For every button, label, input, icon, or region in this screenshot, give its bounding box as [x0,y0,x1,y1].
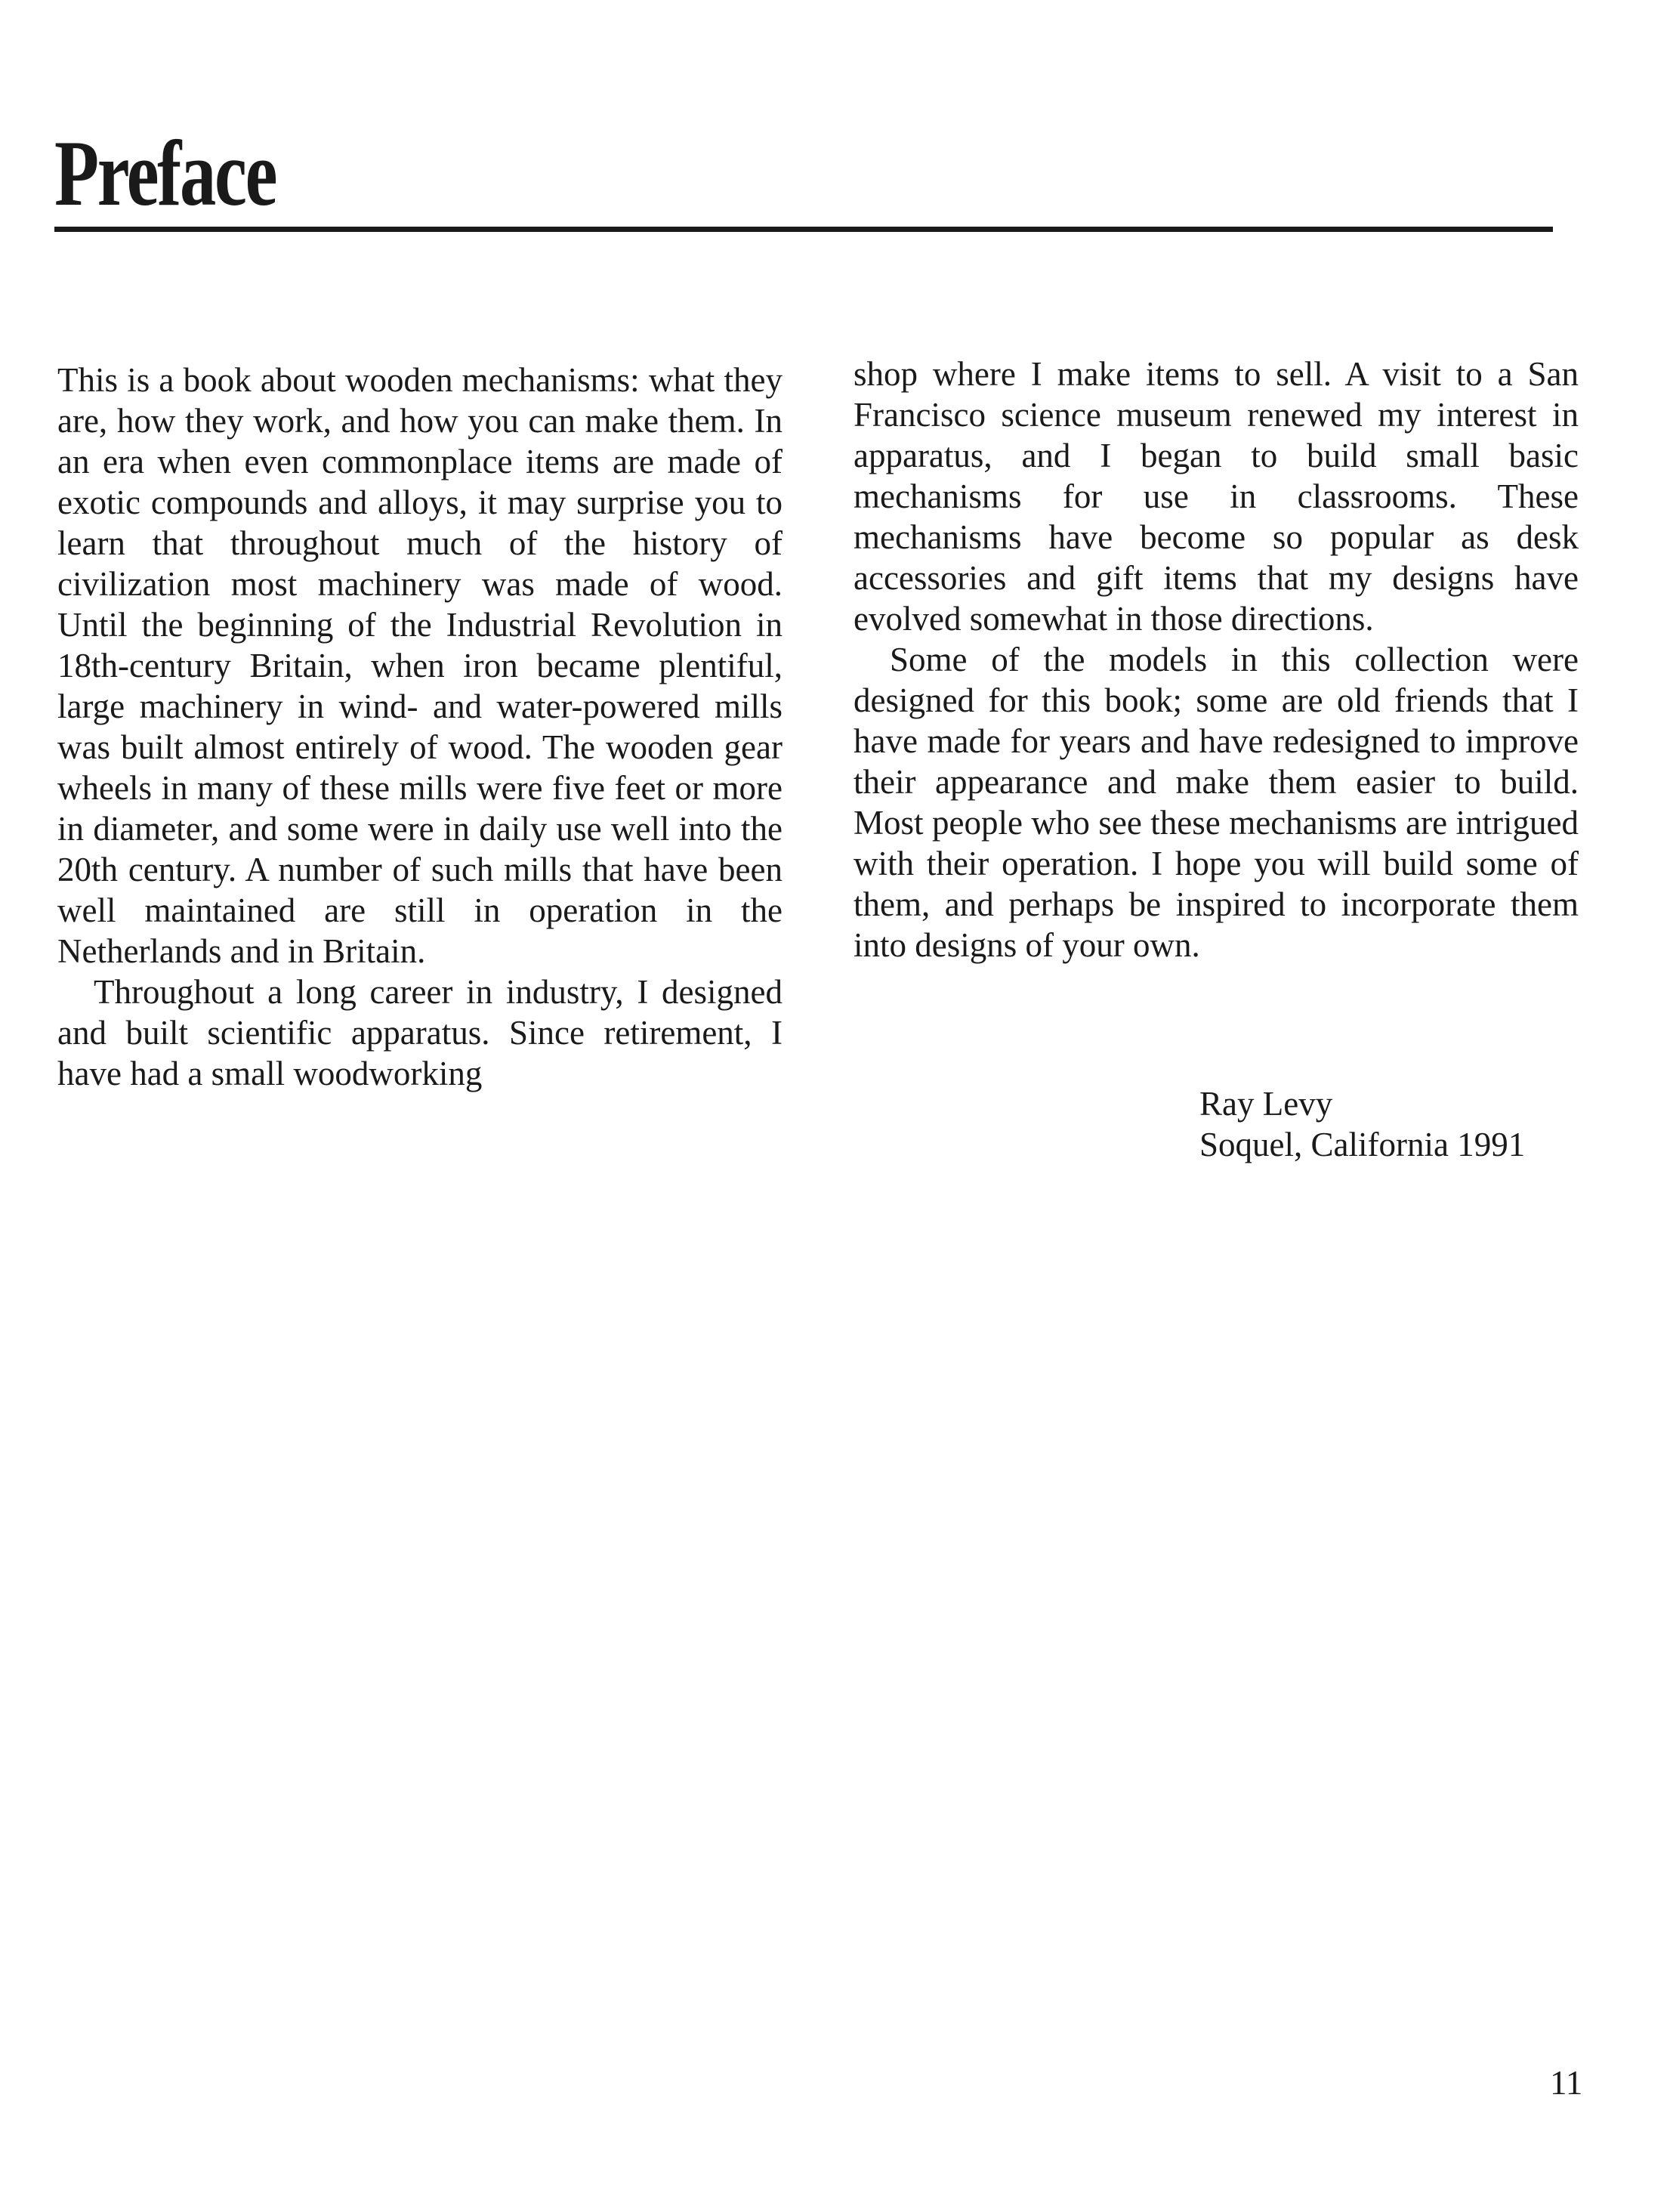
page-number: 11 [1550,2064,1583,2102]
paragraph-career: Throughout a long career in industry, I designed and built scientific apparatus. Since retirement, I have had a small woodworking [57,973,783,1092]
paragraph-career-continued: shop where I make items to sell. A visit to a San Francisco science museum renewed my interest in apparatus, and I began to build small basic mechanisms for use in classrooms. These mechanisms have become so popular as desk accessories and gift items that my designs have evolved somewhat in those directions. [854,355,1579,638]
left-column [57,360,783,1094]
page-title: Preface [54,122,276,225]
right-column [854,354,1579,965]
paragraph-intro: This is a book about wooden mechanisms: what they are, how they work, and how you can make them. In an era when even commonplace items are made of exotic compounds and alloys, it may surprise you to learn that throughout much of the history of civilization most machinery was made of wood. Until the beginning of the Industrial Revolution in 18th-century Britain, when iron became plentiful, large machinery in wind- and water-powered mills was built almost entirely of wood. The wooden gear wheels in many of these mills were five feet or more in diameter, and some were in daily use well into the 20th century. A number of such mills that have been well maintained are still in operation in the Netherlands and in Britain. [57,361,783,970]
author-location-date: Soquel, California 1991 [1199,1126,1526,1163]
signature-block [1199,1083,1525,1165]
paragraph-collection: Some of the models in this collection were designed for this book; some are old friends that I have made for years and have redesigned to improve their appearance and make them easier to build. Most people who see these mechanisms are intrigued with their operation. I hope you will build some of them, and perhaps be inspired to incorporate them into designs of your own. [854,641,1579,964]
author-name: Ray Levy [1199,1085,1333,1123]
title-rule [54,227,1553,232]
